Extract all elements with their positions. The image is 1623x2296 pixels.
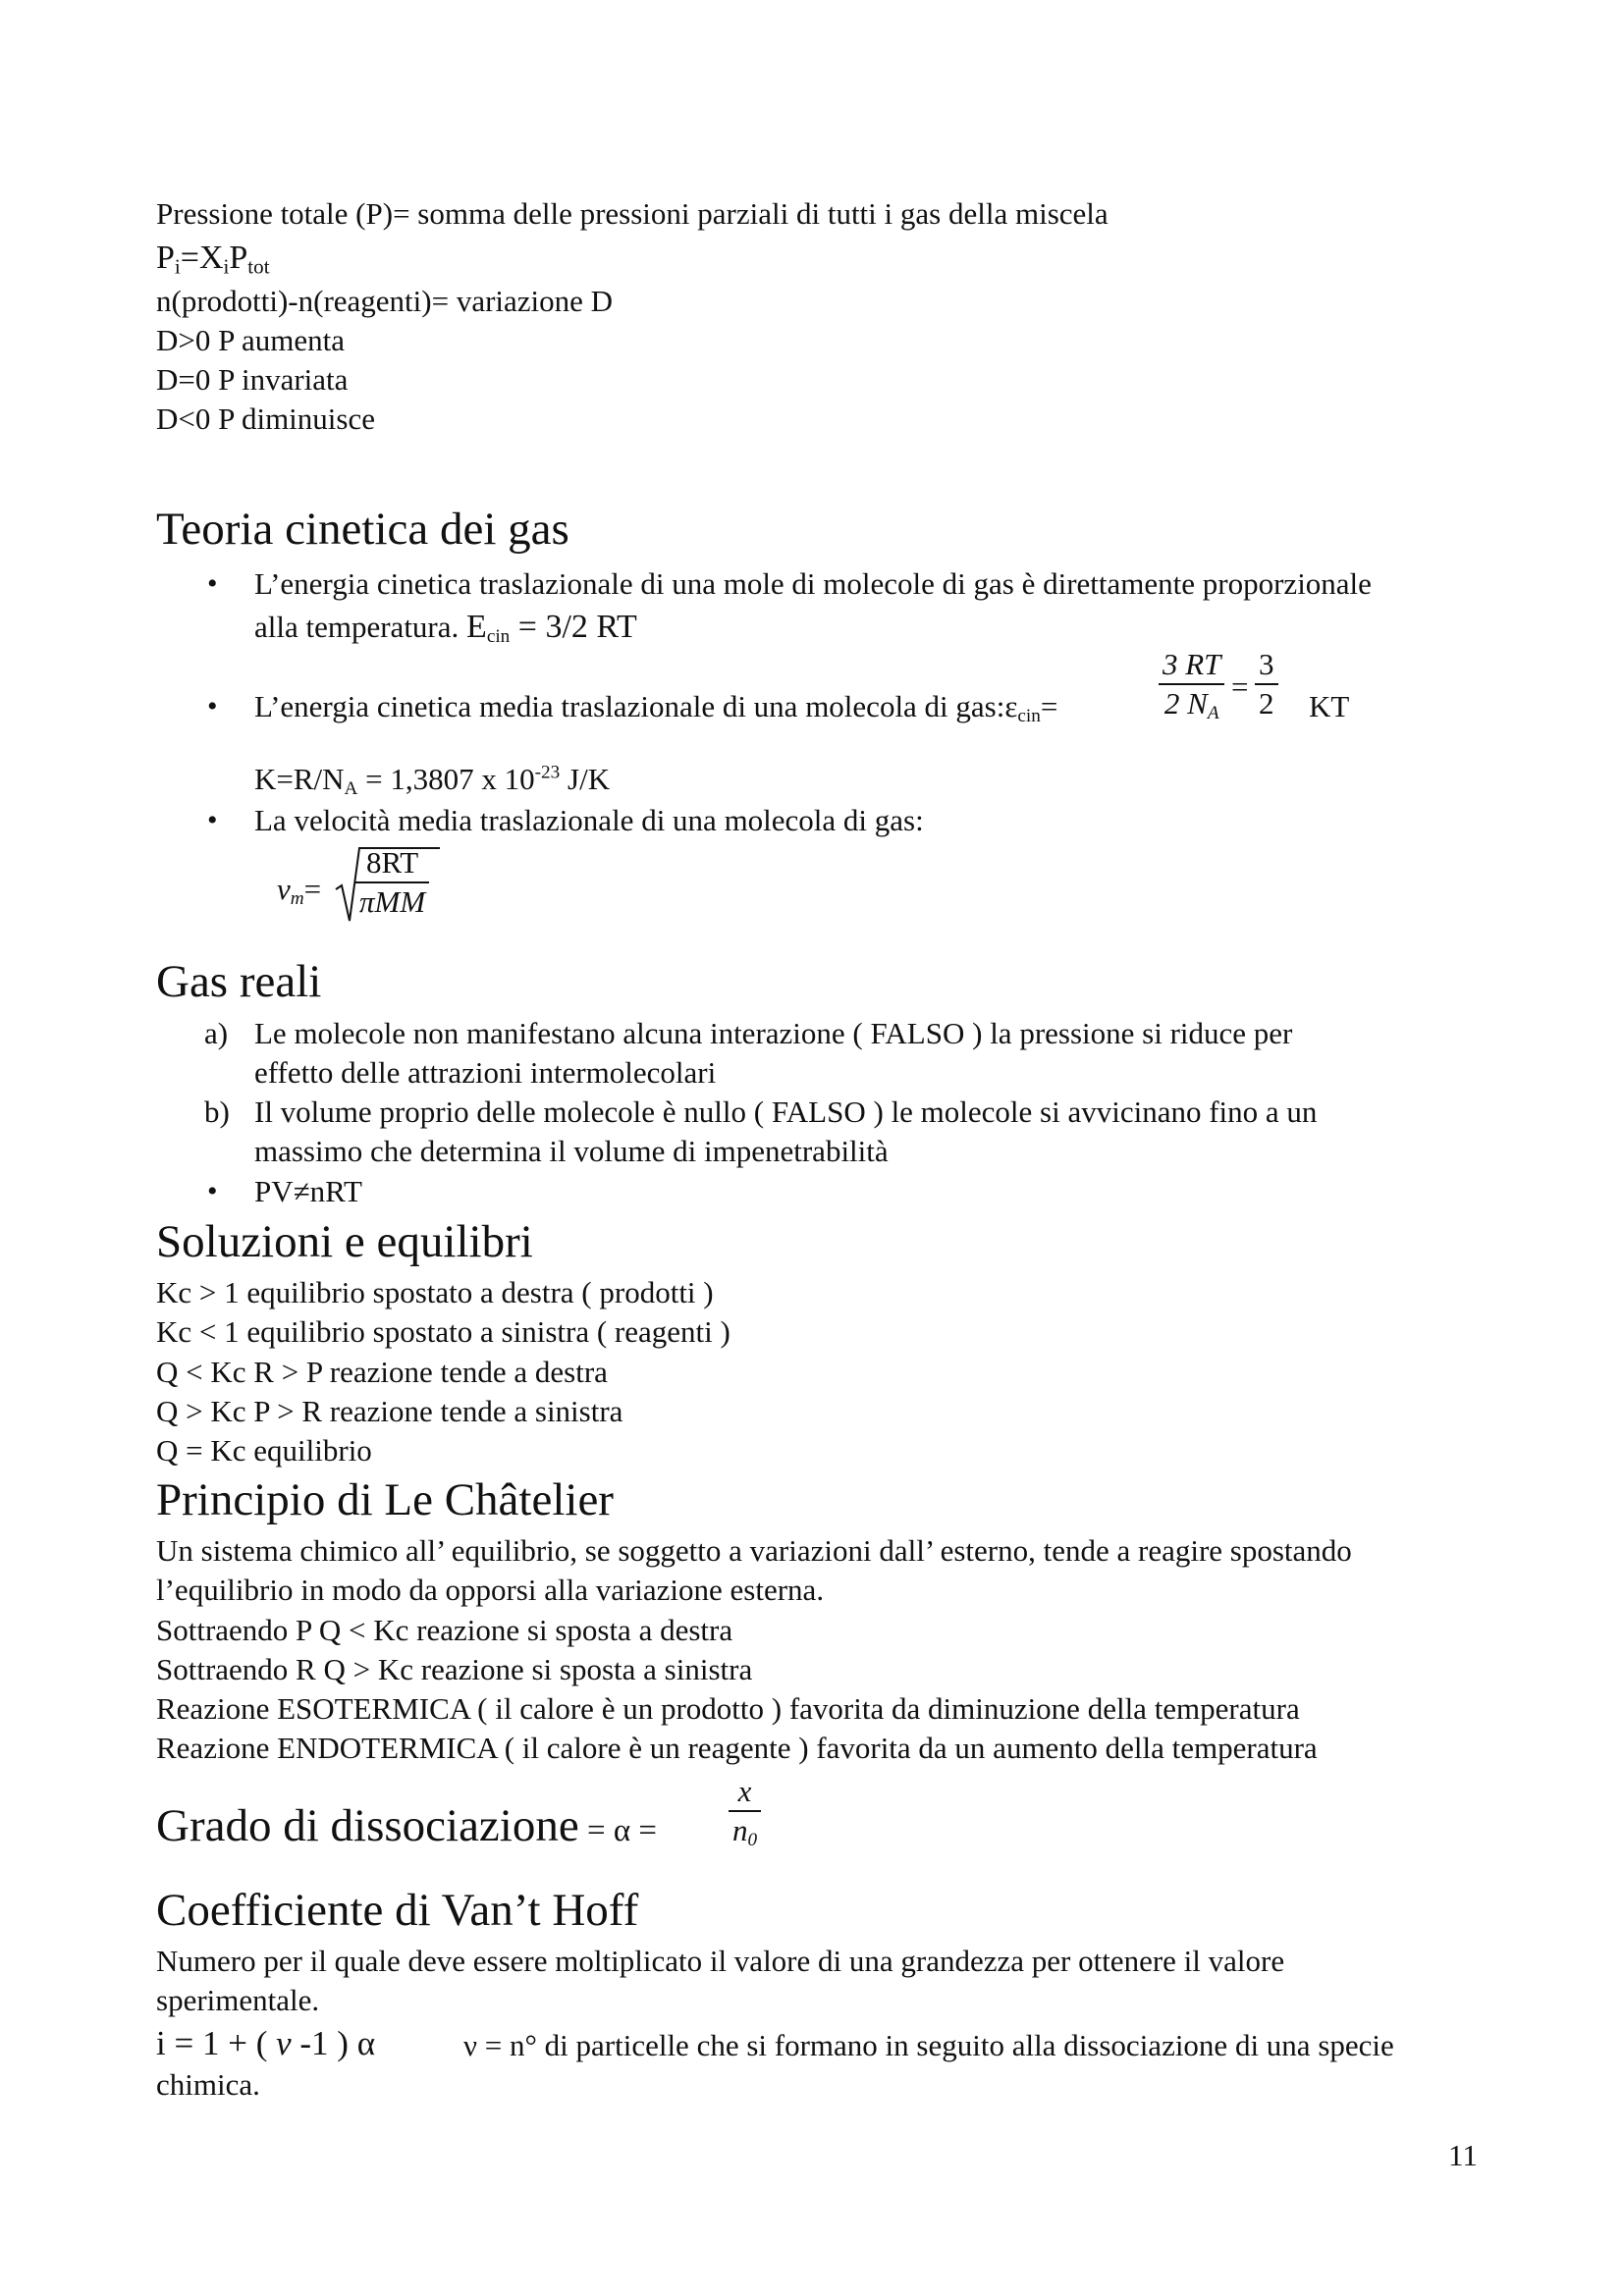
vanthoff-line-1: Numero per il quale deve essere moltiplicato il valore di una grandezza per ottenere il valore [156, 1944, 1285, 1978]
real-gas-heading: Gas reali [156, 956, 322, 1007]
lechatelier-line-3: Sottraendo P Q < Kc reazione si sposta a destra [156, 1613, 733, 1647]
solutions-heading: Soluzioni e equilibri [156, 1216, 533, 1267]
solutions-line-3: Q < Kc R > P reazione tende a destra [156, 1355, 608, 1389]
fraction-equals: = [1231, 669, 1249, 704]
vanthoff-line-2: sperimentale. [156, 1983, 320, 2017]
kinetic-bullet-2: L’energia cinetica media traslazionale di una molecola di $gas:\varepsilon_{cin}=$ [254, 689, 1058, 726]
partial-pressure-formula: $P_i=X_iP_{tot}$ [156, 240, 270, 279]
solutions-line-2: Kc < 1 equilibrio spostato a sinistra ( reagenti ) [156, 1314, 730, 1349]
vanthoff-formula: i = 1 + ( ν -1 ) α [156, 2024, 376, 2062]
vanthoff-line-4: chimica. [156, 2067, 260, 2102]
lechatelier-line-6: Reazione ENDOTERMICA ( il calore è un reagente ) favorita da un aumento della temperatura [156, 1731, 1318, 1765]
vanthoff-heading: Coefficiente di Van’t Hoff [156, 1885, 639, 1936]
pressure-total-line: Pressione totale (P)= somma delle pressioni parziali di tutti i gas della miscela [156, 196, 1109, 231]
bullet-icon: • [207, 804, 218, 836]
kinetic-bullet-1-line-1: L’energia cinetica traslazionale di una mole di molecole di gas è direttamente proporzionale [254, 566, 1372, 601]
solutions-line-1: Kc > 1 equilibrio spostato a destra ( prodotti ) [156, 1275, 714, 1309]
energy-fraction-2: 3 2 [1255, 648, 1278, 721]
dissociation-fraction: x $n_0$ [729, 1775, 761, 1847]
real-gas-a-line-2: effetto delle attrazioni intermolecolari [254, 1055, 717, 1090]
energy-fraction-1: 3 RT 2 $N_A$ [1159, 648, 1224, 721]
list-marker-b: b) [204, 1095, 230, 1129]
delta-zero-line: D=0 P invariata [156, 362, 349, 397]
solutions-line-4: Q > Kc P > R reazione tende a sinistra [156, 1394, 623, 1428]
lechatelier-line-5: Reazione ESOTERMICA ( il calore è un prodotto ) favorita da diminuzione della temperatura [156, 1691, 1300, 1726]
kinetic-theory-heading: Teoria cinetica dei gas [156, 504, 569, 555]
vanthoff-line-3: ν = n° di particelle che si formano in seguito alla dissociazione di una specie [463, 2028, 1394, 2062]
boltzmann-constant-line: $K=R/N_A = 1,3807$ x $10^{-23}$ J/K [254, 762, 611, 799]
real-gas-pv-line: PV≠nRT [254, 1174, 362, 1208]
list-marker-a: a) [204, 1016, 229, 1050]
kt-label: KT [1309, 689, 1350, 723]
solutions-line-5: Q = Kc equilibrio [156, 1433, 372, 1468]
bullet-icon: • [207, 690, 218, 722]
kinetic-bullet-1-line-2: alla temperatura. $E_{cin} = 3/2$ RT [254, 609, 637, 647]
velocity-fraction: 8RT πMM [355, 846, 429, 919]
velocity-symbol: $v_m=$ [277, 872, 322, 909]
delta-positive-line: D>0 P aumenta [156, 323, 345, 357]
page-number: 11 [1448, 2138, 1478, 2172]
variation-line: n(prodotti)-n(reagenti)= variazione D [156, 284, 614, 318]
real-gas-b-line-2: massimo che determina il volume di impenetrabilità [254, 1134, 889, 1168]
lechatelier-line-4: Sottraendo R Q > Kc reazione si sposta a sinistra [156, 1652, 753, 1686]
lechatelier-heading: Principio di Le Châtelier [156, 1474, 614, 1525]
bullet-icon: • [207, 1175, 218, 1207]
delta-negative-line: D<0 P diminuisce [156, 401, 375, 436]
bullet-icon: • [207, 567, 218, 600]
lechatelier-line-2: l’equilibrio in modo da opporsi alla variazione esterna. [156, 1573, 825, 1607]
kinetic-bullet-3: La velocità media traslazionale di una molecola di gas: [254, 803, 924, 837]
dissociation-heading: Grado di dissociazione = α = [156, 1800, 657, 1851]
real-gas-a-line-1: Le molecole non manifestano alcuna interazione ( FALSO ) la pressione si riduce per [254, 1016, 1293, 1050]
lechatelier-line-1: Un sistema chimico all’ equilibrio, se soggetto a variazioni dall’ esterno, tende a reagire spostando [156, 1533, 1352, 1568]
real-gas-b-line-1: Il volume proprio delle molecole è nullo ( FALSO ) le molecole si avvicinano fino a un [254, 1095, 1318, 1129]
